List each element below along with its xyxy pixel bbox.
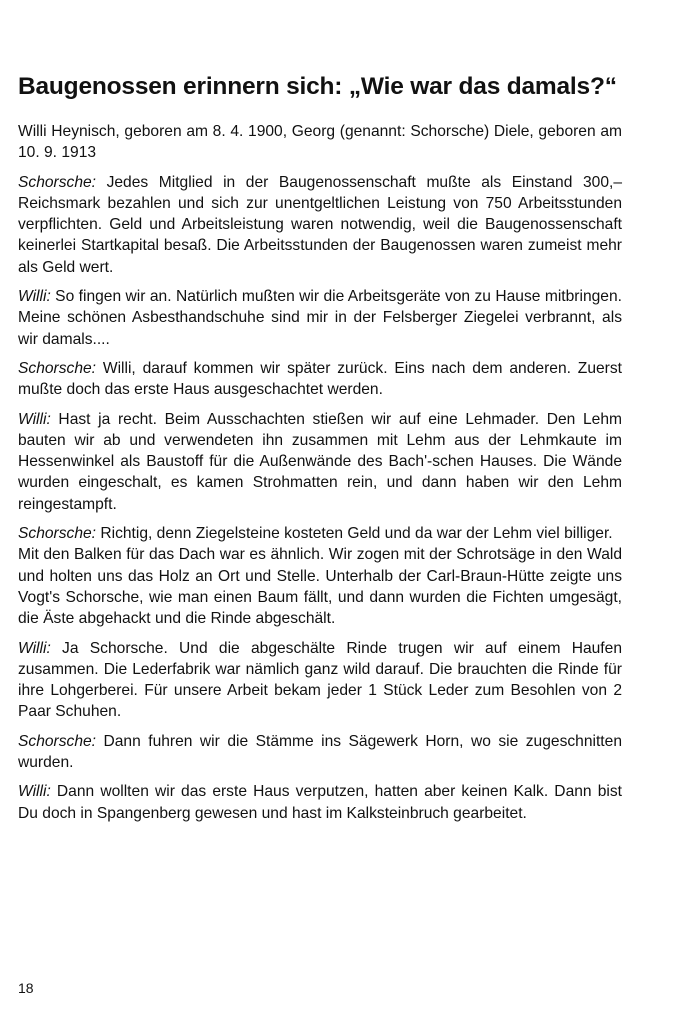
paragraph-text: Dann fuhren wir die Stämme ins Sägewerk Horn, wo sie zugeschnitten wurden. <box>18 732 622 772</box>
paragraph-schorsche <box>18 523 622 544</box>
paragraph-text: Willi Heynisch, geboren am 8. 4. 1900, Georg (genannt: Schorsche) Diele, geboren am 10. 9. 1913 <box>18 123 622 162</box>
article-title: Baugenossen erinnern sich: „Wie war das damals?“ <box>18 73 617 100</box>
paragraph-text: Hast ja recht. Beim Ausschachten stießen wir auf eine Lehmader. Den Lehm bauten wir ab und verwendeten ihn zusammen mit Lehm aus der Lehmkaute im Hessenwinkel als Baustoff für die Außenwände des Bach'-schen Hauses. Die Wände wurden eingeschalt, es kamen Strohmatten rein, und dann haben wir den Lehm reingestampft. <box>18 410 622 513</box>
speaker-label: Schorsche: <box>18 525 97 543</box>
paragraph-willi <box>18 409 622 515</box>
paragraph-willi <box>18 286 622 350</box>
speaker-label: Willi: <box>18 410 51 428</box>
paragraph-schorsche <box>18 358 622 401</box>
paragraph-schorsche <box>18 731 622 774</box>
speaker-label: Schorsche: <box>18 732 97 750</box>
paragraph-willi <box>18 638 622 723</box>
speaker-label: Willi: <box>18 783 51 801</box>
paragraph-text: Mit den Balken für das Dach war es ähnlich. Wir zogen mit der Schrotsäge in den Wald und holten uns das Holz an Ort und Stelle. Unterhalb der Carl-Braun-Hütte zeigte uns Vogt's Schorsche, wie man einen Baum fällt, und dann wurden die Fichten umgesägt, die Äste abgehackt und die Rinde abgeschält. <box>18 546 622 628</box>
paragraph-text: So fingen wir an. Natürlich mußten wir die Arbeitsgeräte von zu Hause mitbringen. Meine schönen Asbesthandschuhe sind mir in der Felsberger Ziegelei verbrannt, als wir damals.... <box>18 288 622 348</box>
page-number: 18 <box>18 980 34 996</box>
speaker-label: Schorsche: <box>18 173 97 191</box>
speaker-label: Willi: <box>18 288 51 306</box>
speaker-label: Schorsche: <box>18 359 97 377</box>
paragraph-text: Richtig, denn Ziegelsteine kosteten Geld und da war der Lehm viel billiger. <box>96 525 613 543</box>
paragraph-intro <box>18 121 622 164</box>
paragraph-continuation <box>18 544 622 629</box>
paragraph-text: Willi, darauf kommen wir später zurück. Eins nach dem anderen. Zuerst mußte doch das erste Haus ausgeschachtet werden. <box>18 359 622 399</box>
paragraph-schorsche <box>18 172 622 278</box>
article <box>18 70 622 832</box>
speaker-label: Willi: <box>18 639 51 657</box>
paragraph-text: Dann wollten wir das erste Haus verputzen, hatten aber keinen Kalk. Dann bist Du doch in Spangenberg gewesen und hast im Kalksteinbruch gearbeitet. <box>18 783 622 822</box>
paragraph-willi <box>18 781 622 824</box>
paragraph-text: Ja Schorsche. Und die abgeschälte Rinde trugen wir auf einem Haufen zusammen. Die Lederfabrik war nämlich ganz wild darauf. Die brauchten die Rinde für ihre Lohgerberei. Für unsere Arbeit bekam jeder 1 Stück Leder zum Besohlen von 2 Paar Schuhen. <box>18 639 622 721</box>
paragraph-text: Jedes Mitglied in der Baugenossenschaft mußte als Einstand 300,– Reichsmark bezahlen und sich zur unentgeltlichen Leistung von 750 Arbeitsstunden verpflichten. Geld und Arbeitsleistung waren notwendig, weil die Baugenossenschaft keinerlei Startkapital besaß. Die Arbeitsstunden der Baugenossen waren zumeist mehr als Geld wert. <box>18 173 622 276</box>
